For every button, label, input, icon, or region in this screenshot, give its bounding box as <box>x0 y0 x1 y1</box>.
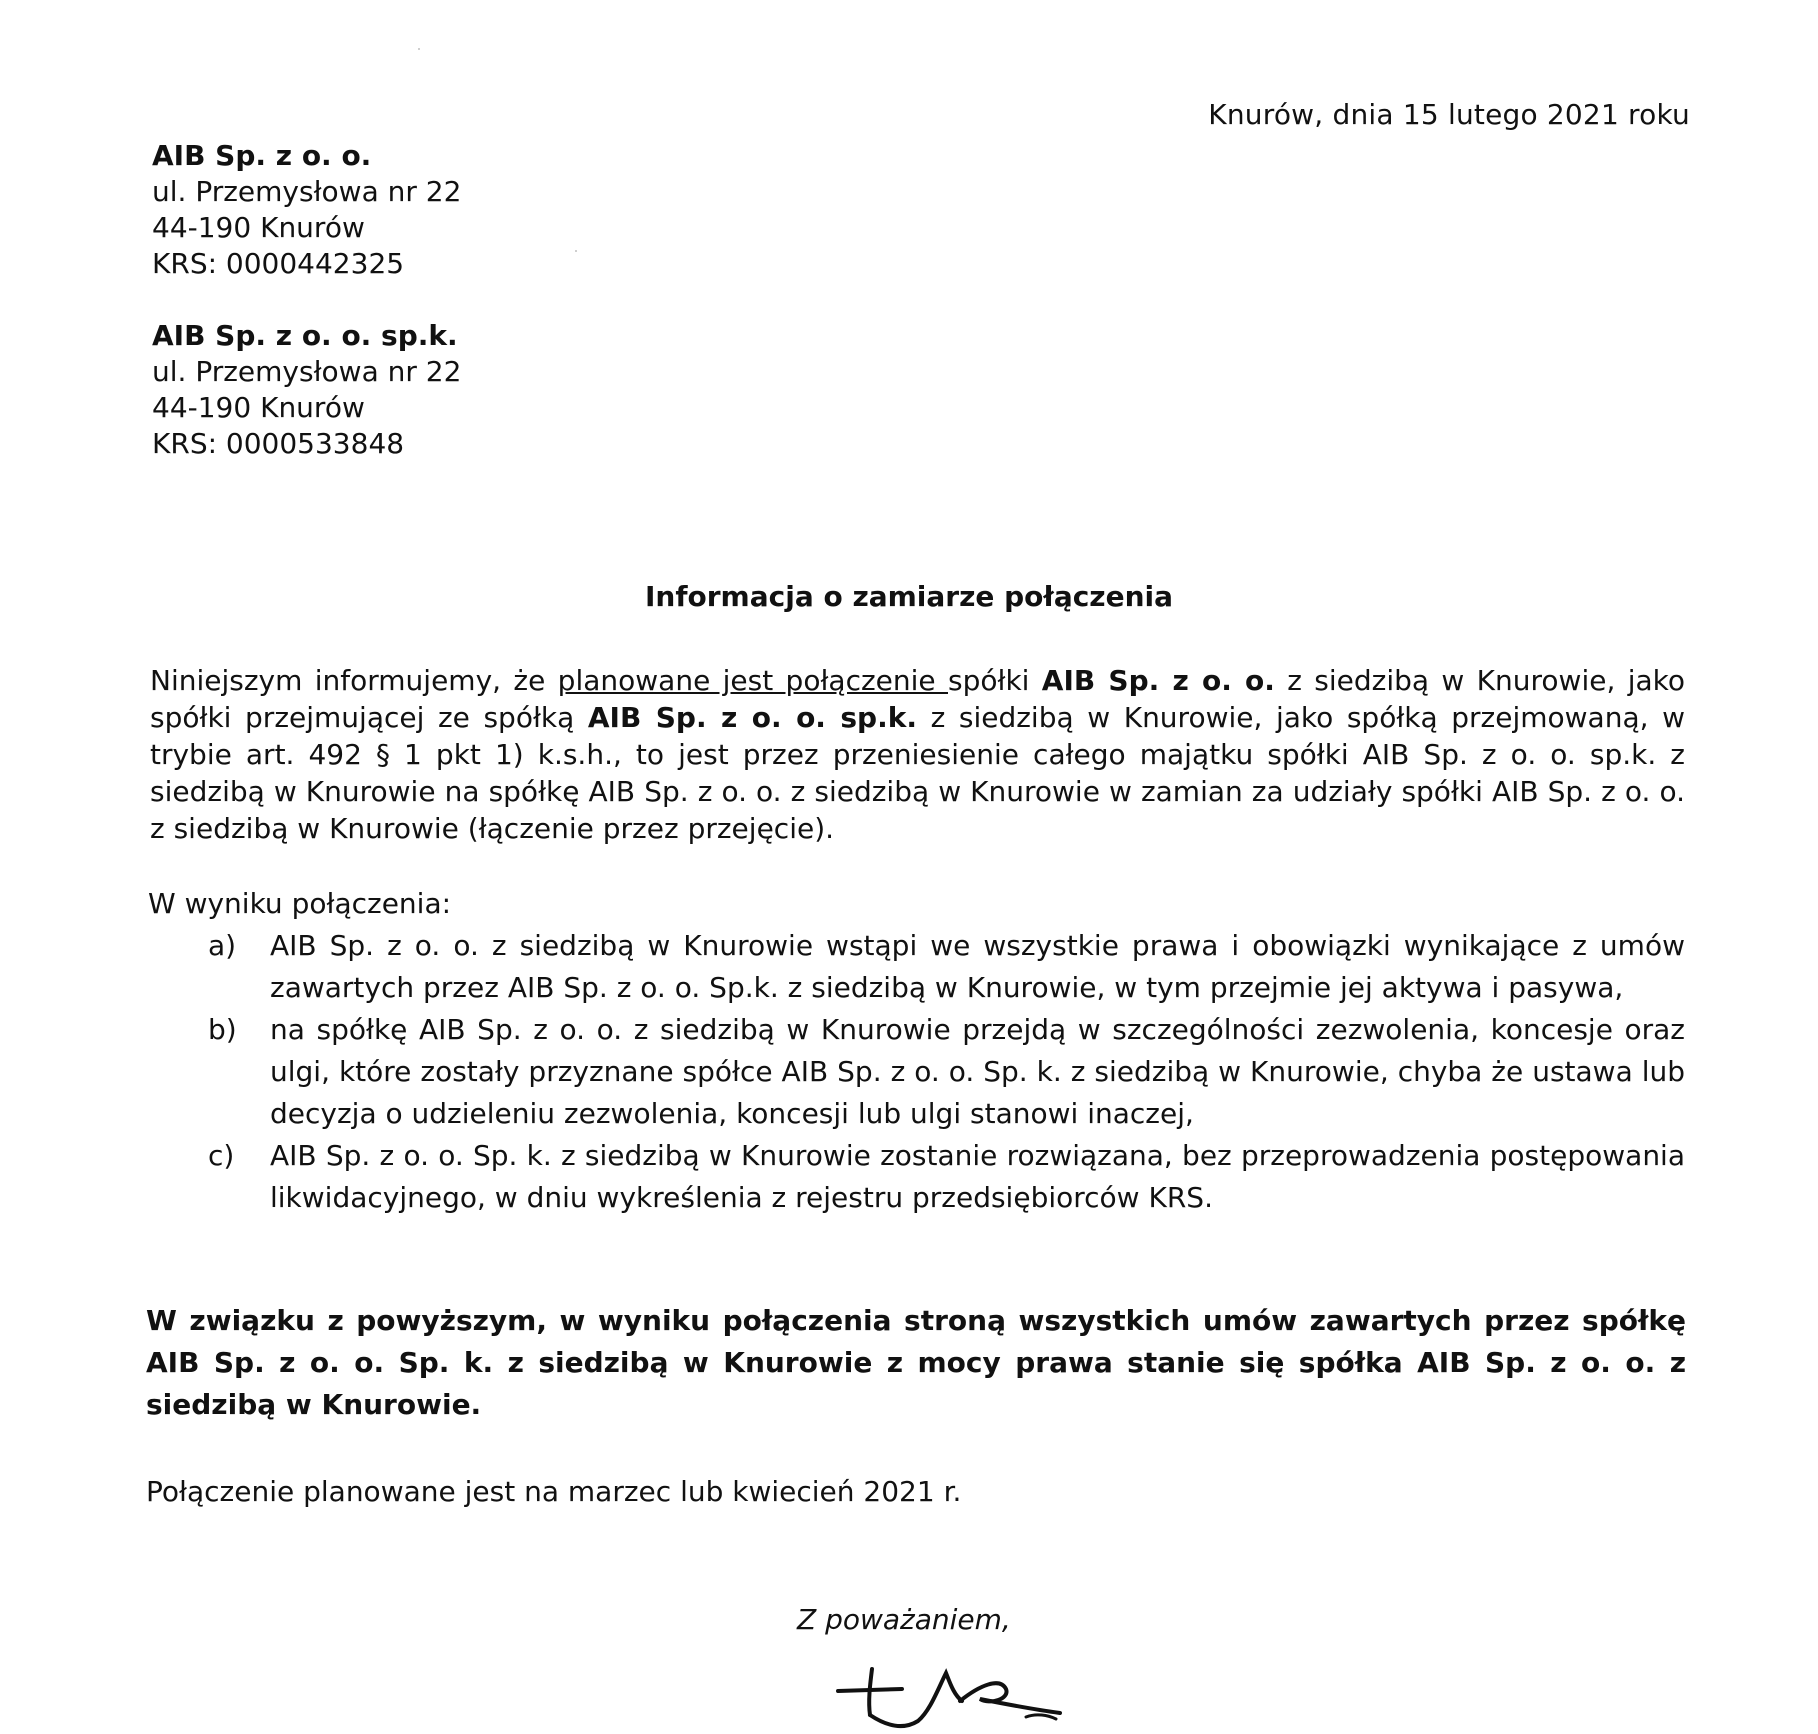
scan-speck <box>418 48 420 50</box>
list-item-text: AIB Sp. z o. o. z siedzibą w Knurowie wstąpi we wszystkie prawa i obowiązki wynikające z umów zawartych przez AIB Sp. z o. o. Sp.k. z siedzibą w Knurowie, w tym przejmie jej aktywa i pasywa, <box>270 929 1685 1004</box>
list-item-text: na spółkę AIB Sp. z o. o. z siedzibą w Knurowie przejdą w szczególności zezwolenia, koncesje oraz ulgi, które zostały przyznane spółce AIB Sp. z o. o. Sp. k. z siedzibą w Knurowie, chyba że ustawa lub decyzja o udzieleniu zezwolenia, koncesji lub ulgi stanowi inaczej, <box>270 1013 1685 1130</box>
list-item <box>208 1135 1685 1219</box>
list-item <box>208 1009 1685 1135</box>
closing-salutation: Z poważaniem, <box>797 1603 1011 1636</box>
intro-underlined-text: planowane jest połączenie <box>557 664 948 697</box>
handwritten-signature <box>830 1655 1080 1734</box>
list-marker: c) <box>208 1139 235 1172</box>
intro-text: z siedzibą w Knurowie, jako spółki przejmującej ze spółką <box>150 664 1685 734</box>
company-name: AIB Sp. z o. o. <box>152 139 372 172</box>
address-block-acquired <box>152 318 461 462</box>
address-block-acquiring <box>152 138 461 282</box>
date-line: Knurów, dnia 15 lutego 2021 roku <box>1208 98 1690 131</box>
company-city: 44-190 Knurów <box>152 391 365 424</box>
list-item <box>208 925 1685 1009</box>
list-marker: b) <box>208 1013 237 1046</box>
company-street: ul. Przemysłowa nr 22 <box>152 355 462 388</box>
company-city: 44-190 Knurów <box>152 211 365 244</box>
result-lead: W wyniku połączenia: <box>148 887 452 920</box>
company-krs: KRS: 0000442325 <box>152 247 405 280</box>
intro-company-name: AIB Sp. z o. o. <box>1041 664 1275 697</box>
scan-speck <box>575 250 577 252</box>
result-list <box>208 925 1685 1219</box>
intro-company-name: AIB Sp. z o. o. sp.k. <box>587 701 917 734</box>
intro-paragraph <box>150 662 1685 847</box>
list-marker: a) <box>208 929 237 962</box>
company-name: AIB Sp. z o. o. sp.k. <box>152 319 458 352</box>
intro-text: Niniejszym informujemy, że <box>150 664 558 697</box>
letter-heading: Informacja o zamiarze połączenia <box>644 580 1174 613</box>
planned-date-line: Połączenie planowane jest na marzec lub kwiecień 2021 r. <box>146 1475 962 1508</box>
intro-text: spółki <box>948 664 1042 697</box>
list-item-text: AIB Sp. z o. o. Sp. k. z siedzibą w Knurowie zostanie rozwiązana, bez przeprowadzenia postępowania likwidacyjnego, w dniu wykreślenia z rejestru przedsiębiorców KRS. <box>270 1139 1685 1214</box>
conclusion-paragraph: W związku z powyższym, w wyniku połączenia stroną wszystkich umów zawartych przez spółkę AIB Sp. z o. o. Sp. k. z siedzibą w Knurowie z mocy prawa stanie się spółka AIB Sp. z o. o. z siedzibą w Knurowie. <box>146 1304 1686 1421</box>
company-krs: KRS: 0000533848 <box>152 427 405 460</box>
company-street: ul. Przemysłowa nr 22 <box>152 175 462 208</box>
intro-text: z siedzibą w Knurowie, jako spółką przejmowaną, w trybie art. 492 § 1 pkt 1) k.s.h., to jest przez przeniesienie całego majątku spółki AIB Sp. z o. o. sp.k. z siedzibą w Knurowie na spółkę AIB Sp. z o. o. z siedzibą w Knurowie w zamian za udziały spółki AIB Sp. z o. o. z siedzibą w Knurowie (łączenie przez przejęcie). <box>150 701 1685 845</box>
